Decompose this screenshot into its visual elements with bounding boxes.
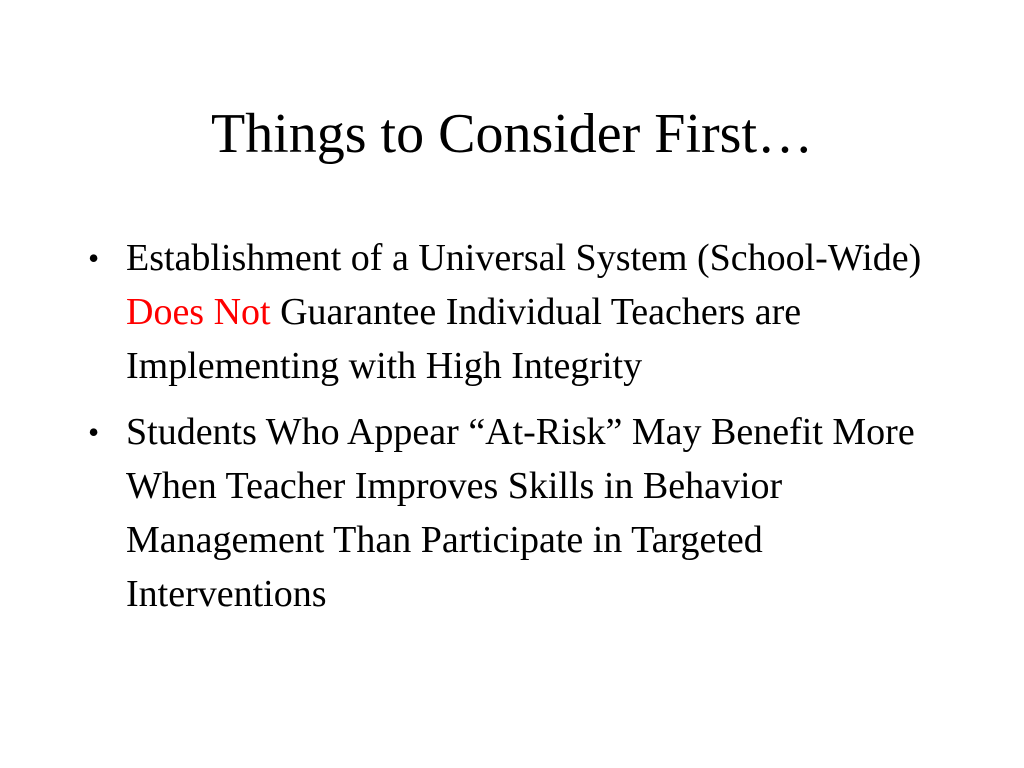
bullet-text: Students Who Appear “At-Risk” May Benefit More When Teacher Improves Skills in Behavior Management Than Participate in Targeted Interventions — [126, 411, 915, 615]
bullet-point-icon: • — [88, 414, 100, 450]
bullet-item — [88, 231, 948, 393]
bullet-list — [88, 231, 948, 633]
slide-title: Things to Consider First… — [210, 103, 814, 165]
bullet-text-start: Establishment of a Universal System (School-Wide) — [126, 237, 922, 279]
bullet-item — [88, 405, 948, 621]
bullet-point-icon: • — [88, 240, 100, 276]
bullet-text-end: Guarantee Individual Teachers are Implementing with High Integrity — [126, 291, 802, 387]
emphasis-text: Does Not — [126, 291, 271, 333]
